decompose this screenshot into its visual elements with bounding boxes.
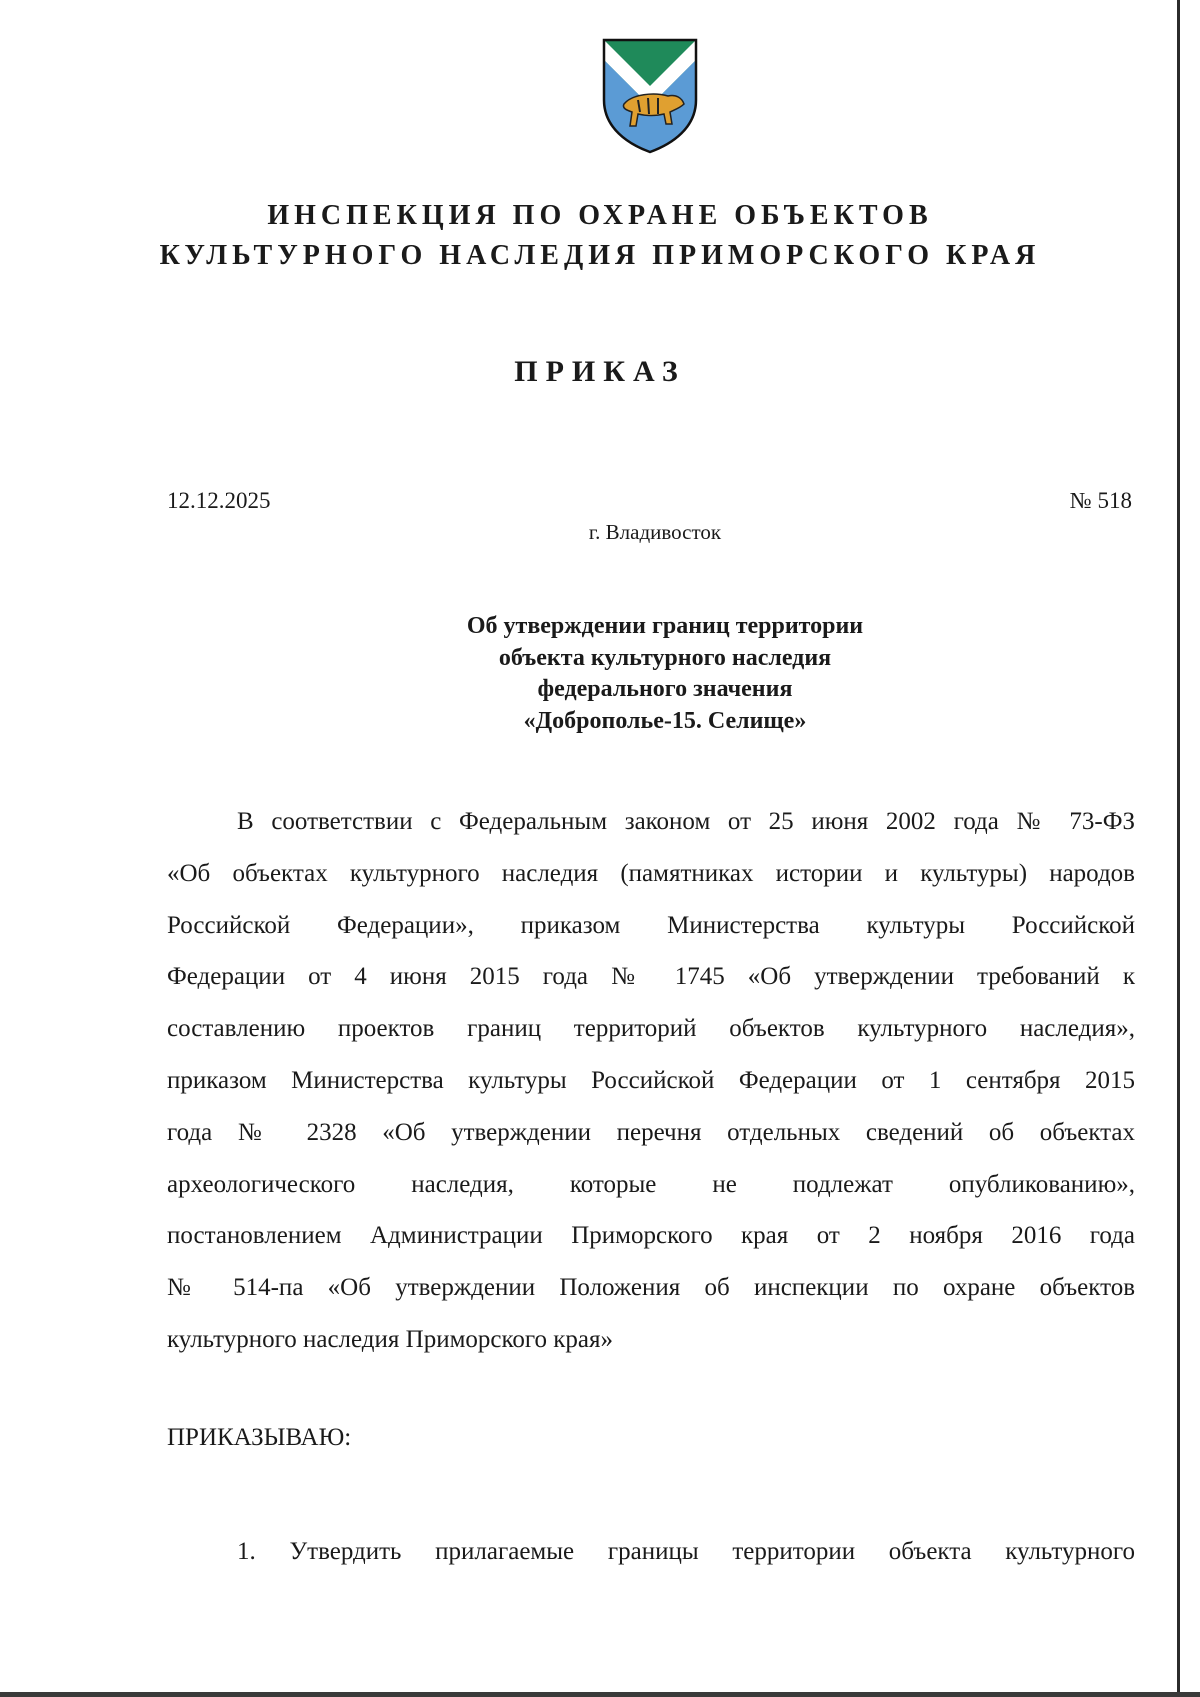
preamble-line: археологического наследия, которые не подлежат опубликованию», — [167, 1170, 1135, 1198]
title-line: федерального значения — [537, 676, 793, 702]
preamble-line: приказом Министерства культуры Российской Федерации от 1 сентября 2015 — [167, 1066, 1135, 1094]
page-bottom-edge — [0, 1692, 1200, 1697]
document-type: ПРИКАЗ — [514, 355, 686, 388]
page-right-edge — [1177, 0, 1180, 1697]
preamble-line: «Об объектах культурного наследия (памятниках истории и культуры) народов — [167, 859, 1135, 887]
preamble-line: культурного наследия Приморского края» — [167, 1325, 613, 1353]
preamble-line: постановлением Администрации Приморского края от 2 ноября 2016 года — [167, 1222, 1135, 1250]
document-title — [400, 611, 930, 737]
document-city: г. Владивосток — [588, 520, 722, 544]
preamble-line: Российской Федерации», приказом Министерства культуры Российской — [167, 911, 1135, 939]
title-line: Об утверждении границ территории — [466, 613, 864, 639]
title-line: объекта культурного наследия — [498, 644, 832, 671]
document-date: 12.12.2025 — [167, 488, 271, 513]
organization-name-line-1: ИНСПЕКЦИЯ ПО ОХРАНЕ ОБЪЕКТОВ — [267, 200, 933, 231]
title-line: «Доброполье-15. Селище» — [523, 707, 807, 734]
preamble-line: В соответствии с Федеральным законом от 25 июня 2002 года № 73-ФЗ — [237, 808, 1135, 835]
preamble-line: № 514-па «Об утверждении Положения об инспекции по охране объектов — [167, 1274, 1135, 1302]
preamble-line: Федерации от 4 июня 2015 года № 1745 «Об утверждении требований к — [167, 963, 1135, 991]
preamble-line: года № 2328 «Об утверждении перечня отдельных сведений об объектах — [167, 1118, 1135, 1146]
orders-heading: ПРИКАЗЫВАЮ: — [167, 1424, 352, 1451]
document-number: № 518 — [1069, 488, 1132, 513]
primorsky-krai-coat-of-arms-icon — [602, 38, 698, 154]
preamble-line: составлению проектов границ территорий объектов культурного наследия», — [167, 1015, 1135, 1043]
organization-name-line-2: КУЛЬТУРНОГО НАСЛЕДИЯ ПРИМОРСКОГО КРАЯ — [159, 240, 1041, 271]
preamble-paragraph — [167, 796, 1135, 1366]
order-item: 1. Утвердить прилагаемые границы территории объекта культурного — [237, 1538, 1135, 1565]
